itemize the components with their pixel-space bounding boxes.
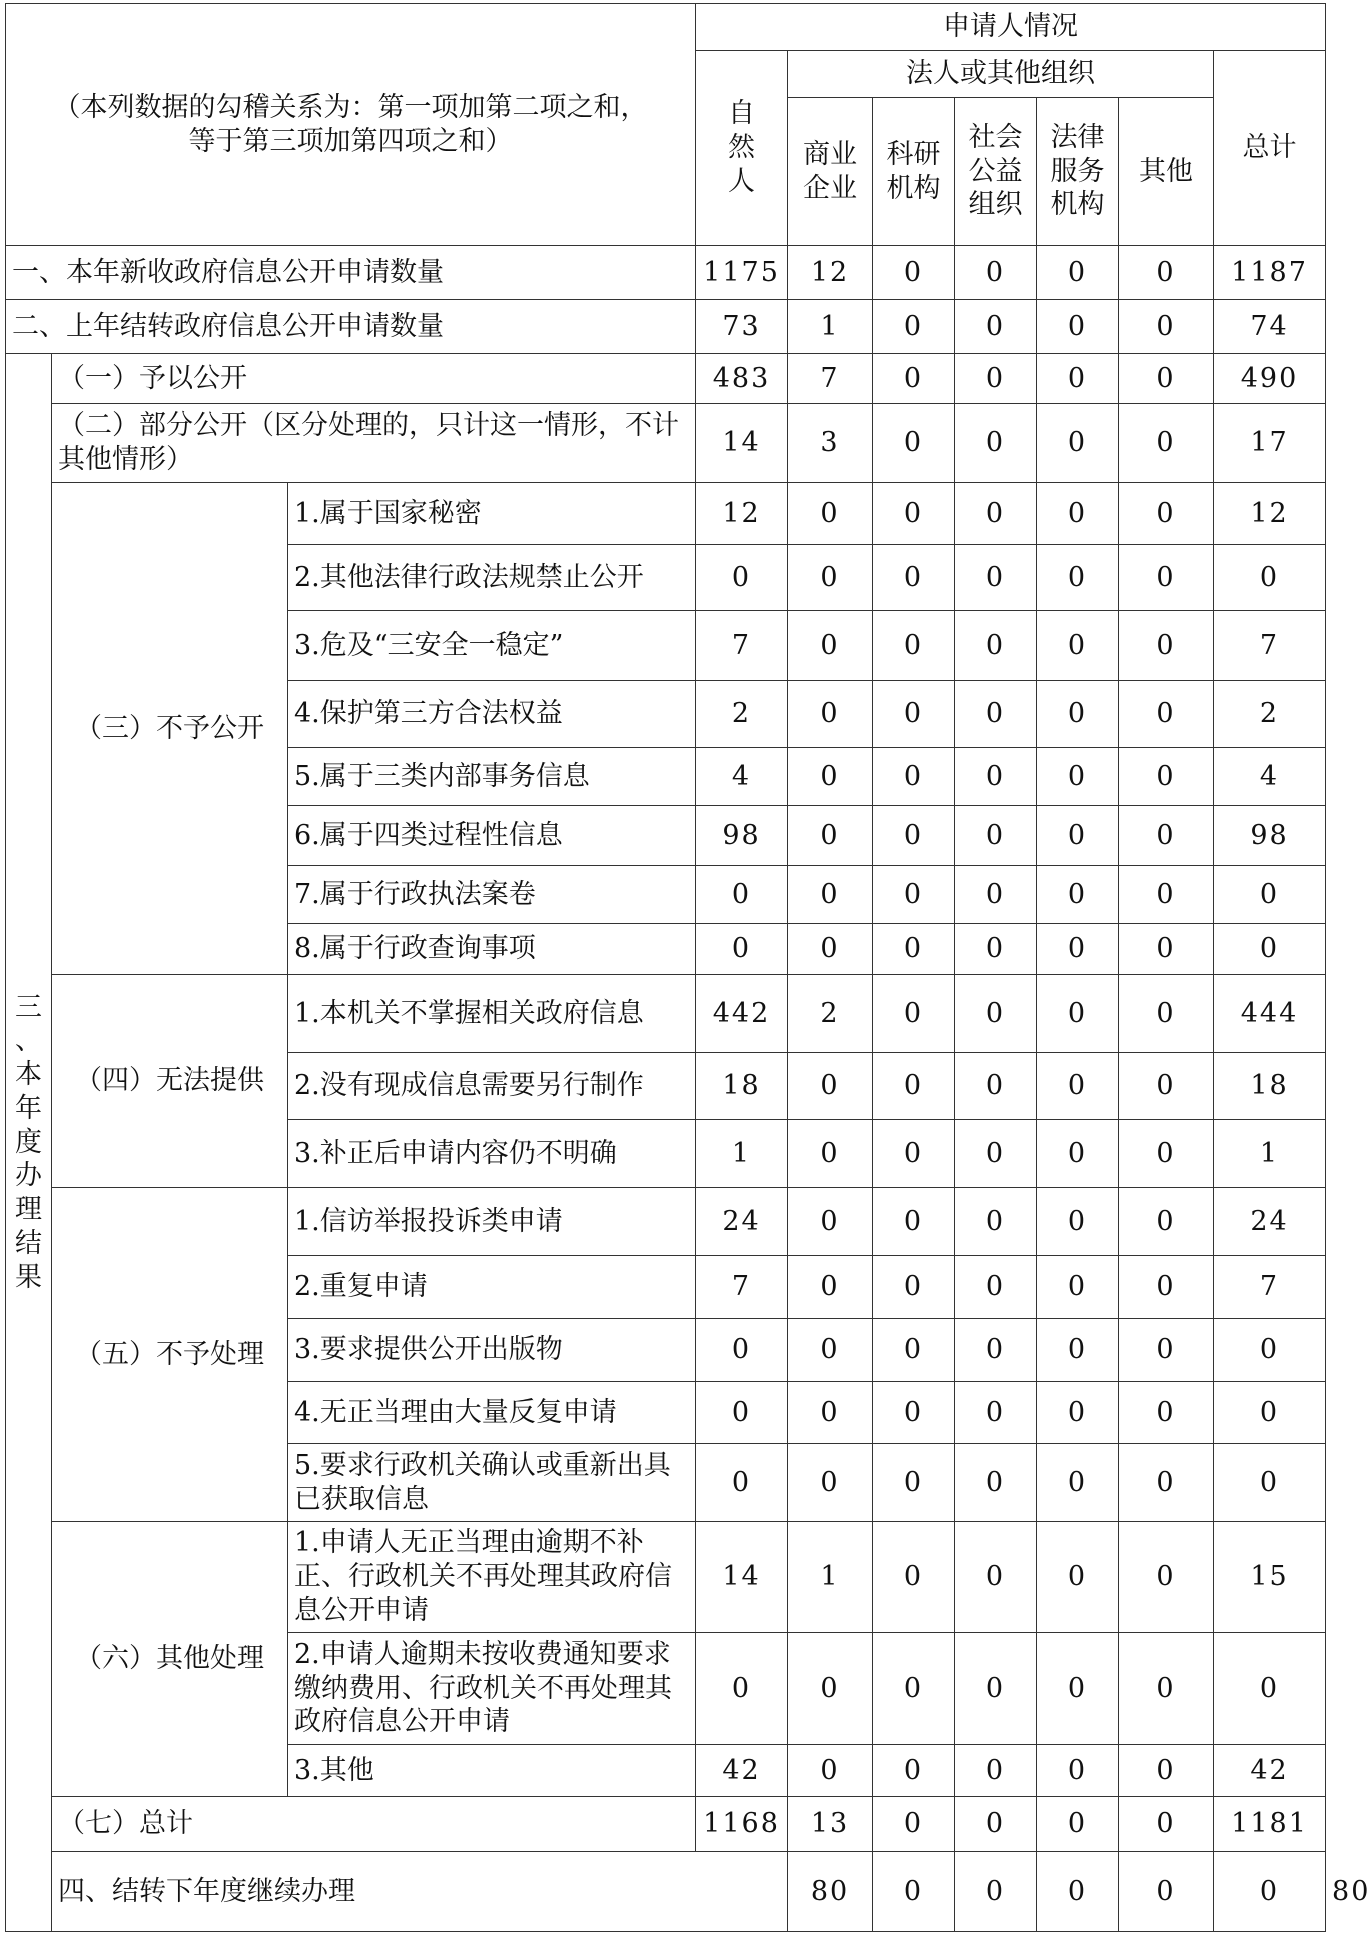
cell: 0	[788, 611, 873, 681]
cell: 0	[696, 1444, 788, 1522]
cell: 0	[955, 611, 1037, 681]
cell: 0	[955, 354, 1037, 404]
cell: 0	[788, 866, 873, 924]
row-label: 3.危及“三安全一稳定”	[288, 611, 696, 681]
cell: 0	[696, 1319, 788, 1382]
row-label: （一）予以公开	[52, 354, 696, 404]
cell: 0	[955, 1319, 1037, 1382]
cell: 0	[873, 1382, 955, 1444]
cell: 0	[873, 611, 955, 681]
row-label: 一、本年新收政府信息公开申请数量	[6, 246, 696, 300]
header-note	[6, 4, 696, 246]
cell: 0	[1119, 1319, 1214, 1382]
group-label-not-processed: （五）不予处理	[52, 1188, 288, 1522]
row-label: 3.补正后申请内容仍不明确	[288, 1120, 696, 1188]
cell: 0	[1037, 866, 1119, 924]
cell: 0	[1119, 1382, 1214, 1444]
cell: 0	[873, 1188, 955, 1256]
cell: 0	[955, 1382, 1037, 1444]
cell: 0	[955, 404, 1037, 483]
table-row	[6, 354, 1326, 404]
cell: 1175	[696, 246, 788, 300]
cell: 0	[873, 1319, 955, 1382]
cell: 0	[1119, 1188, 1214, 1256]
cell: 0	[955, 1852, 1037, 1932]
cell: 0	[873, 1120, 955, 1188]
cell: 0	[1037, 1382, 1119, 1444]
cell: 0	[1037, 1852, 1119, 1932]
cell: 74	[1214, 300, 1326, 354]
cell: 0	[873, 404, 955, 483]
cell: 0	[1037, 404, 1119, 483]
cell: 17	[1214, 404, 1326, 483]
cell: 0	[955, 545, 1037, 611]
cell: 0	[788, 545, 873, 611]
row-label: 2.其他法律行政法规禁止公开	[288, 545, 696, 611]
group-label-other-handling: （六）其他处理	[52, 1522, 288, 1797]
cell: 0	[873, 246, 955, 300]
cell: 14	[696, 404, 788, 483]
cell: 0	[1119, 1256, 1214, 1319]
cell: 0	[873, 748, 955, 806]
cell: 0	[1119, 1053, 1214, 1120]
cell: 0	[1037, 1053, 1119, 1120]
cell: 2	[788, 975, 873, 1053]
row-label: （七）总计	[52, 1797, 696, 1852]
header-note-line2: 等于第三项加第四项之和）	[188, 125, 513, 157]
cell: 0	[788, 1382, 873, 1444]
cell: 0	[955, 924, 1037, 975]
cell: 0	[955, 806, 1037, 866]
cell: 0	[873, 1633, 955, 1745]
col-natural-person: 自 然 人	[696, 51, 788, 246]
cell: 0	[873, 806, 955, 866]
cell: 0	[873, 1797, 955, 1852]
cell: 0	[873, 483, 955, 545]
col-total: 总计	[1214, 51, 1326, 246]
cell: 0	[1214, 866, 1326, 924]
cell: 0	[955, 246, 1037, 300]
cell: 0	[788, 1319, 873, 1382]
cell: 2	[1214, 681, 1326, 748]
row-label: 1.申请人无正当理由逾期不补正、行政机关不再处理其政府信息公开申请	[288, 1522, 696, 1633]
cell: 0	[1037, 246, 1119, 300]
col-business: 商业 企业	[788, 98, 873, 246]
table-row	[6, 483, 1326, 545]
cell: 0	[696, 924, 788, 975]
row-label: （二）部分公开（区分处理的，只计这一情形，不计其他情形）	[52, 404, 696, 483]
table-row	[6, 1797, 1326, 1852]
cell: 0	[788, 924, 873, 975]
cell: 1	[696, 1120, 788, 1188]
cell: 80	[788, 1852, 873, 1932]
cell: 0	[873, 545, 955, 611]
cell: 0	[873, 300, 955, 354]
cell: 0	[1214, 924, 1326, 975]
cell: 0	[1119, 611, 1214, 681]
cell: 0	[1214, 1852, 1326, 1932]
cell: 1168	[696, 1797, 788, 1852]
cell: 0	[1037, 1797, 1119, 1852]
cell: 0	[1119, 975, 1214, 1053]
cell: 0	[1037, 748, 1119, 806]
cell: 0	[1037, 1120, 1119, 1188]
col-research: 科研 机构	[873, 98, 955, 246]
cell: 0	[696, 1382, 788, 1444]
cell: 1	[788, 300, 873, 354]
row-label: 5.属于三类内部事务信息	[288, 748, 696, 806]
cell: 0	[955, 866, 1037, 924]
cell: 0	[873, 924, 955, 975]
cell: 0	[1037, 975, 1119, 1053]
cell: 0	[1037, 806, 1119, 866]
cell: 0	[1037, 545, 1119, 611]
cell: 4	[1214, 748, 1326, 806]
row-label: 3.其他	[288, 1745, 696, 1797]
cell: 0	[1037, 1522, 1119, 1633]
table-row	[6, 300, 1326, 354]
cell: 7	[696, 611, 788, 681]
cell: 0	[1037, 354, 1119, 404]
cell: 0	[1214, 1319, 1326, 1382]
cell: 0	[873, 1852, 955, 1932]
group-label-cannot-provide: （四）无法提供	[52, 975, 288, 1188]
cell: 0	[873, 354, 955, 404]
cell: 0	[873, 1256, 955, 1319]
cell: 7	[1214, 611, 1326, 681]
cell: 7	[788, 354, 873, 404]
cell: 18	[696, 1053, 788, 1120]
cell: 2	[696, 681, 788, 748]
cell: 18	[1214, 1053, 1326, 1120]
cell: 3	[788, 404, 873, 483]
cell: 0	[1037, 483, 1119, 545]
cell: 0	[1037, 1319, 1119, 1382]
row-label: 3.要求提供公开出版物	[288, 1319, 696, 1382]
cell: 0	[873, 1444, 955, 1522]
cell: 0	[955, 1633, 1037, 1745]
cell: 0	[1119, 1852, 1214, 1932]
header-note-line1: （本列数据的勾稽关系为：第一项加第二项之和，	[53, 91, 648, 123]
cell: 0	[1119, 246, 1214, 300]
cell: 0	[1119, 866, 1214, 924]
cell: 0	[955, 1256, 1037, 1319]
cell: 0	[1037, 924, 1119, 975]
row-label: 6.属于四类过程性信息	[288, 806, 696, 866]
applicant-header: 申请人情况	[696, 4, 1326, 51]
cell: 0	[955, 300, 1037, 354]
cell: 0	[788, 1256, 873, 1319]
cell: 0	[955, 1188, 1037, 1256]
cell: 0	[1037, 1188, 1119, 1256]
row-label: 1.信访举报投诉类申请	[288, 1188, 696, 1256]
cell: 42	[696, 1745, 788, 1797]
cell: 0	[1119, 404, 1214, 483]
group-label-not-disclosed: （三）不予公开	[52, 483, 288, 975]
cell: 7	[1214, 1256, 1326, 1319]
cell: 0	[955, 1797, 1037, 1852]
cell: 0	[1119, 748, 1214, 806]
row-label: 4.保护第三方合法权益	[288, 681, 696, 748]
cell: 0	[1214, 1382, 1326, 1444]
cell: 0	[788, 483, 873, 545]
legal-entity-header: 法人或其他组织	[788, 51, 1214, 98]
cell: 98	[1214, 806, 1326, 866]
cell: 0	[955, 483, 1037, 545]
cell: 0	[1214, 545, 1326, 611]
cell: 98	[696, 806, 788, 866]
cell: 0	[788, 681, 873, 748]
cell: 0	[1119, 1745, 1214, 1797]
cell: 0	[696, 545, 788, 611]
col-social: 社会 公益 组织	[955, 98, 1037, 246]
table-row	[6, 975, 1326, 1053]
cell: 13	[788, 1797, 873, 1852]
cell: 0	[1119, 924, 1214, 975]
cell: 0	[1119, 806, 1214, 866]
report-table	[5, 3, 1370, 1932]
cell: 0	[788, 1745, 873, 1797]
cell: 0	[873, 1745, 955, 1797]
table-row	[6, 404, 1326, 483]
row-label: 2.申请人逾期未按收费通知要求缴纳费用、行政机关不再处理其政府信息公开申请	[288, 1633, 696, 1745]
table-row	[6, 246, 1326, 300]
cell: 0	[1037, 1633, 1119, 1745]
cell: 42	[1214, 1745, 1326, 1797]
cell: 14	[696, 1522, 788, 1633]
cell: 0	[1119, 681, 1214, 748]
cell: 1187	[1214, 246, 1326, 300]
cell: 7	[696, 1256, 788, 1319]
cell: 0	[873, 1053, 955, 1120]
row-label: 7.属于行政执法案卷	[288, 866, 696, 924]
cell: 24	[696, 1188, 788, 1256]
table-row: 四、结转下年度继续办理 80 0 0 0 0 0 80	[6, 1852, 1326, 1932]
cell: 0	[1119, 1444, 1214, 1522]
cell: 0	[873, 975, 955, 1053]
cell: 0	[696, 1633, 788, 1745]
row-label: 4.无正当理由大量反复申请	[288, 1382, 696, 1444]
cell: 0	[873, 866, 955, 924]
cell: 0	[696, 866, 788, 924]
cell: 0	[788, 1633, 873, 1745]
cell: 0	[955, 1522, 1037, 1633]
cell: 0	[873, 1522, 955, 1633]
cell: 15	[1214, 1522, 1326, 1633]
cell: 0	[1037, 1745, 1119, 1797]
cell: 1181	[1214, 1797, 1326, 1852]
row-label: 二、上年结转政府信息公开申请数量	[6, 300, 696, 354]
cell: 0	[955, 1444, 1037, 1522]
cell: 0	[873, 681, 955, 748]
cell: 73	[696, 300, 788, 354]
section3-label: 三 、 本 年 度 办 理 结 果	[6, 354, 52, 1932]
cell: 442	[696, 975, 788, 1053]
cell: 0	[788, 1444, 873, 1522]
cell: 0	[1037, 1444, 1119, 1522]
cell: 0	[1214, 1444, 1326, 1522]
cell: 0	[1119, 1633, 1214, 1745]
cell: 483	[696, 354, 788, 404]
cell: 0	[1119, 354, 1214, 404]
row-label: 1.属于国家秘密	[288, 483, 696, 545]
cell: 0	[788, 806, 873, 866]
cell: 0	[788, 748, 873, 806]
cell: 0	[788, 1120, 873, 1188]
cell: 444	[1214, 975, 1326, 1053]
cell: 12	[788, 246, 873, 300]
cell: 0	[1037, 611, 1119, 681]
col-law-service: 法律 服务 机构	[1037, 98, 1119, 246]
cell: 0	[1119, 545, 1214, 611]
cell: 0	[1119, 483, 1214, 545]
row-label: 1.本机关不掌握相关政府信息	[288, 975, 696, 1053]
cell: 0	[955, 681, 1037, 748]
row-label: 8.属于行政查询事项	[288, 924, 696, 975]
col-other: 其他	[1119, 98, 1214, 246]
cell: 0	[955, 1745, 1037, 1797]
cell: 0	[1119, 1120, 1214, 1188]
row-label: 5.要求行政机关确认或重新出具已获取信息	[288, 1444, 696, 1522]
table-row	[6, 1522, 1326, 1633]
cell: 1	[788, 1522, 873, 1633]
cell: 0	[1214, 1633, 1326, 1745]
cell: 0	[955, 975, 1037, 1053]
cell: 0	[788, 1188, 873, 1256]
cell: 0	[955, 1120, 1037, 1188]
cell: 24	[1214, 1188, 1326, 1256]
cell: 0	[955, 1053, 1037, 1120]
cell: 1	[1214, 1120, 1326, 1188]
cell: 0	[788, 1053, 873, 1120]
cell: 4	[696, 748, 788, 806]
cell: 0	[1119, 1522, 1214, 1633]
row-label: 2.没有现成信息需要另行制作	[288, 1053, 696, 1120]
cell: 12	[1214, 483, 1326, 545]
row-label: 2.重复申请	[288, 1256, 696, 1319]
cell: 0	[1037, 300, 1119, 354]
cell: 12	[696, 483, 788, 545]
cell: 0	[1119, 300, 1214, 354]
cell: 490	[1214, 354, 1326, 404]
row-label: 四、结转下年度继续办理	[52, 1852, 788, 1932]
cell: 0	[1037, 1256, 1119, 1319]
cell: 0	[1119, 1797, 1214, 1852]
cell: 0	[955, 748, 1037, 806]
table-row	[6, 1188, 1326, 1256]
cell: 0	[1037, 681, 1119, 748]
